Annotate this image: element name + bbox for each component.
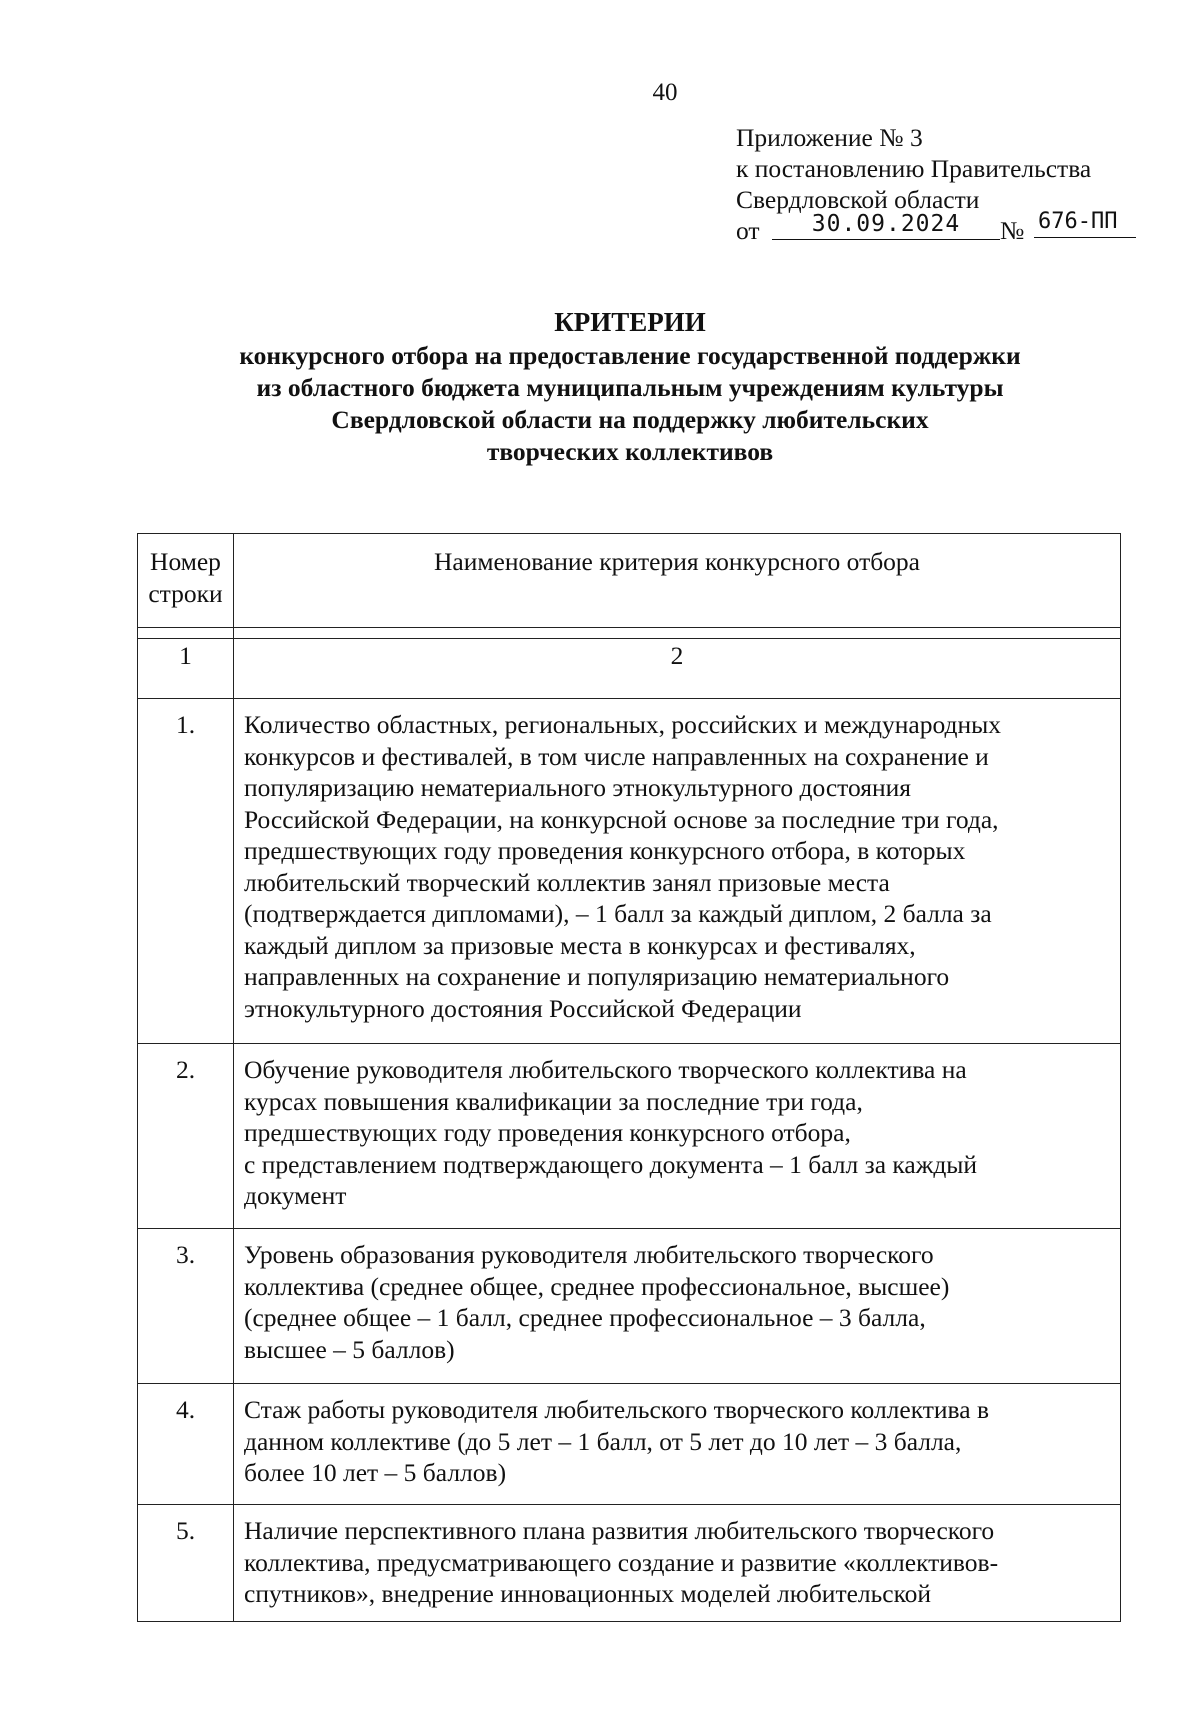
- table-row: [138, 699, 1121, 1044]
- text-line: (среднее общее – 1 балл, среднее профессиональное – 3 балла,: [244, 1303, 926, 1332]
- resolution-date-line: [736, 209, 1136, 249]
- text-line: направленных на сохранение и популяризацию нематериального: [244, 962, 950, 991]
- resolution-date: 30.09.2024: [772, 209, 1000, 240]
- text-line: этнокультурного достояния Российской Федерации: [244, 993, 802, 1023]
- text-line: Количество областных, региональных, российских и международных: [244, 710, 1001, 739]
- appendix-header: [736, 122, 1136, 249]
- title-main: КРИТЕРИИ: [554, 307, 706, 337]
- column-number: 1: [138, 628, 234, 699]
- row-number: 1.: [138, 699, 234, 1044]
- text-line: каждый диплом за призовые места в конкурсах и фестивалях,: [244, 930, 916, 960]
- title-line: творческих коллективов: [486, 437, 774, 466]
- criteria-table-header: [137, 533, 1121, 639]
- row-number: 3.: [138, 1229, 234, 1384]
- text-line: Российской Федерации, на конкурсной основе за последние три года,: [244, 804, 999, 834]
- criterion-text: [234, 1229, 1121, 1384]
- row-number: 5.: [138, 1505, 234, 1622]
- text-line: с представлением подтверждающего документа – 1 балл за каждый: [244, 1149, 978, 1179]
- text-line: Уровень образования руководителя любительского творческого: [244, 1240, 934, 1269]
- text-line: курсах повышения квалификации за последние три года,: [244, 1086, 863, 1116]
- text-line: спутников», внедрение инновационных моделей любительской: [244, 1579, 932, 1608]
- column-numbers-row: [138, 628, 1121, 699]
- appendix-line: Приложение № 3: [736, 123, 923, 152]
- date-prefix: от: [736, 216, 760, 245]
- resolution-number: 676-ПП: [1034, 207, 1136, 238]
- document-title: [140, 306, 1120, 468]
- text-line: коллектива, предусматривающего создание и развитие «коллективов-: [244, 1547, 999, 1577]
- header-row-number: [138, 534, 234, 639]
- page-number: 40: [652, 79, 678, 106]
- appendix-line: к постановлению Правительства: [736, 154, 1092, 183]
- title-line: конкурсного отбора на предоставление государственной поддержки: [239, 341, 1021, 370]
- text-line: данном коллективе (до 5 лет – 1 балл, от 5 лет до 10 лет – 3 балла,: [244, 1426, 962, 1456]
- text-line: Обучение руководителя любительского творческого коллектива на: [244, 1055, 967, 1084]
- title-line: Свердловской области на поддержку любительских: [331, 405, 929, 434]
- criteria-table: [137, 627, 1121, 1622]
- text-line: высшее – 5 баллов): [244, 1334, 455, 1364]
- criterion-text: [234, 1505, 1121, 1622]
- criterion-text: [234, 1044, 1121, 1229]
- text-line: предшествующих году проведения конкурсного отбора,: [244, 1118, 851, 1147]
- text-line: популяризацию нематериального этнокультурного достояния: [244, 773, 911, 802]
- table-row: [138, 1044, 1121, 1229]
- criterion-text: [234, 699, 1121, 1044]
- appendix-line: Свердловской области: [736, 185, 980, 214]
- text-line: Наличие перспективного плана развития любительского творческого: [244, 1516, 995, 1545]
- table-row: [138, 1229, 1121, 1384]
- text-line: любительский творческий коллектив занял призовые места: [244, 867, 890, 897]
- text-line: более 10 лет – 5 баллов): [244, 1458, 507, 1487]
- header-text: Наименование критерия конкурсного отбора: [433, 547, 921, 576]
- text-line: (подтверждается дипломами), – 1 балл за каждый диплом, 2 балла за: [244, 899, 992, 928]
- row-number: 4.: [138, 1384, 234, 1505]
- text-line: коллектива (среднее общее, среднее профессиональное, высшее): [244, 1271, 950, 1301]
- number-prefix: №: [1000, 216, 1025, 245]
- text-line: конкурсов и фестивалей, в том числе направленных на сохранение и: [244, 741, 989, 771]
- criterion-text: [234, 1384, 1121, 1505]
- header-text: Номер: [150, 547, 221, 576]
- table-row: [138, 1505, 1121, 1622]
- row-number: 2.: [138, 1044, 234, 1229]
- text-line: предшествующих году проведения конкурсного отбора, в которых: [244, 836, 966, 865]
- title-line: из областного бюджета муниципальным учреждениям культуры: [256, 373, 1004, 402]
- header-criterion-name: [234, 534, 1121, 639]
- text-line: документ: [244, 1181, 347, 1210]
- text-line: Стаж работы руководителя любительского творческого коллектива в: [244, 1395, 989, 1424]
- column-number: 2: [234, 628, 1121, 699]
- header-text: строки: [148, 578, 223, 608]
- table-row: [138, 1384, 1121, 1505]
